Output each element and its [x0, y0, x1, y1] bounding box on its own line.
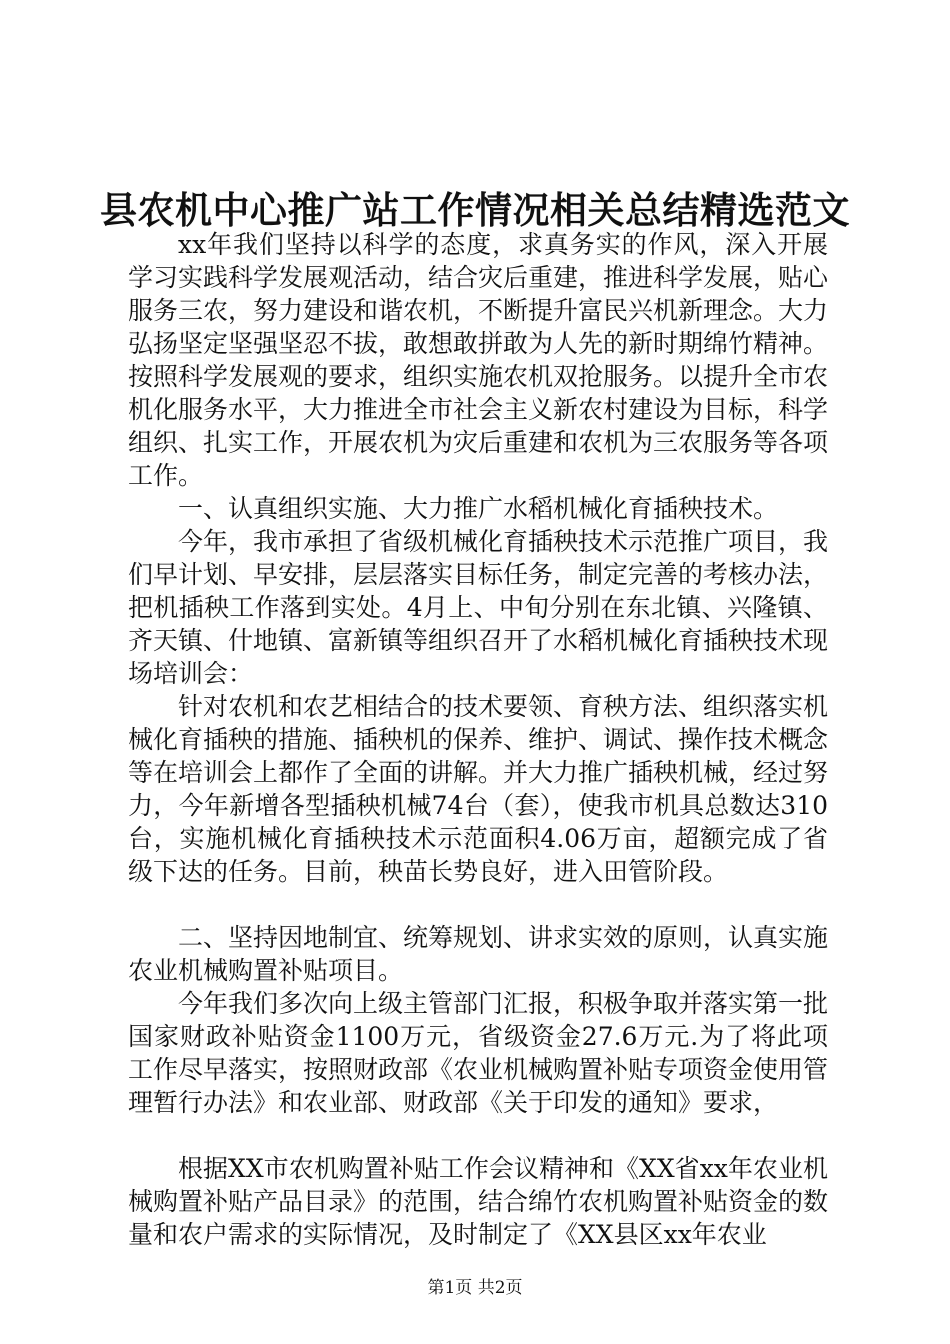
section-heading-1: 一、认真组织实施、大力推广水稻机械化育插秧技术。 — [178, 494, 779, 523]
paragraph-1a: 今年，我市承担了省级机械化育插秧技术示范推广项目，我们早计划、早安排，层层落实目标任务，制定完善的考核办法，把机插秧工作落到实处。4月上、中旬分别在东北镇、兴隆镇、齐天镇、什地镇、富新镇等组织召开了水稻机械化育插秧技术现场培训会： — [128, 527, 829, 688]
paragraph-1b: 针对农机和农艺相结合的技术要领、育秧方法、组织落实机械化育插秧的措施、插秧机的保养、维护、调试、操作技术概念等在培训会上都作了全面的讲解。并大力推广插秧机械，经过努力，今年新增各型插秧机械74台（套），使我市机具总数达310台，实施机械化育插秧技术示范面积4.06万亩，超额完成了省级下达的任务。目前，秧苗长势良好，进入田管阶段。 — [128, 692, 829, 886]
document-title: 县农机中心推广站工作情况相关总结精选范文 — [100, 188, 850, 232]
paragraph-2a: 今年我们多次向上级主管部门汇报，积极争取并落实第一批国家财政补贴资金1100万元，省级资金27.6万元.为了将此项工作尽早落实，按照财政部《农业机械购置补贴专项资金使用管理暂行办法》和农业部、财政部《关于印发的通知》要求， — [128, 989, 829, 1117]
paragraph-intro: xx年我们坚持以科学的态度，求真务实的作风，深入开展学习实践科学发展观活动，结合灾后重建，推进科学发展，贴心服务三农，努力建设和谐农机，不断提升富民兴机新理念。大力弘扬坚定坚强坚忍不拔，敢想敢拼敢为人先的新时期绵竹精神。按照科学发展观的要求，组织实施农机双抢服务。以提升全市农机化服务水平，大力推进全市社会主义新农村建设为目标，科学组织、扎实工作，开展农机为灾后重建和农机为三农服务等各项工作。 — [128, 230, 829, 490]
paragraph-2b: 根据XX市农机购置补贴工作会议精神和《XX省xx年农业机械购置补贴产品目录》的范围，结合绵竹农机购置补贴资金的数量和农户需求的实际情况，及时制定了《XX县区xx年农业 — [128, 1154, 829, 1249]
page-footer: 第1页 共2页 — [427, 1278, 523, 1298]
document-body — [128, 228, 828, 1251]
section-heading-2: 二、坚持因地制宜、统筹规划、讲求实效的原则，认真实施农业机械购置补贴项目。 — [128, 923, 829, 985]
